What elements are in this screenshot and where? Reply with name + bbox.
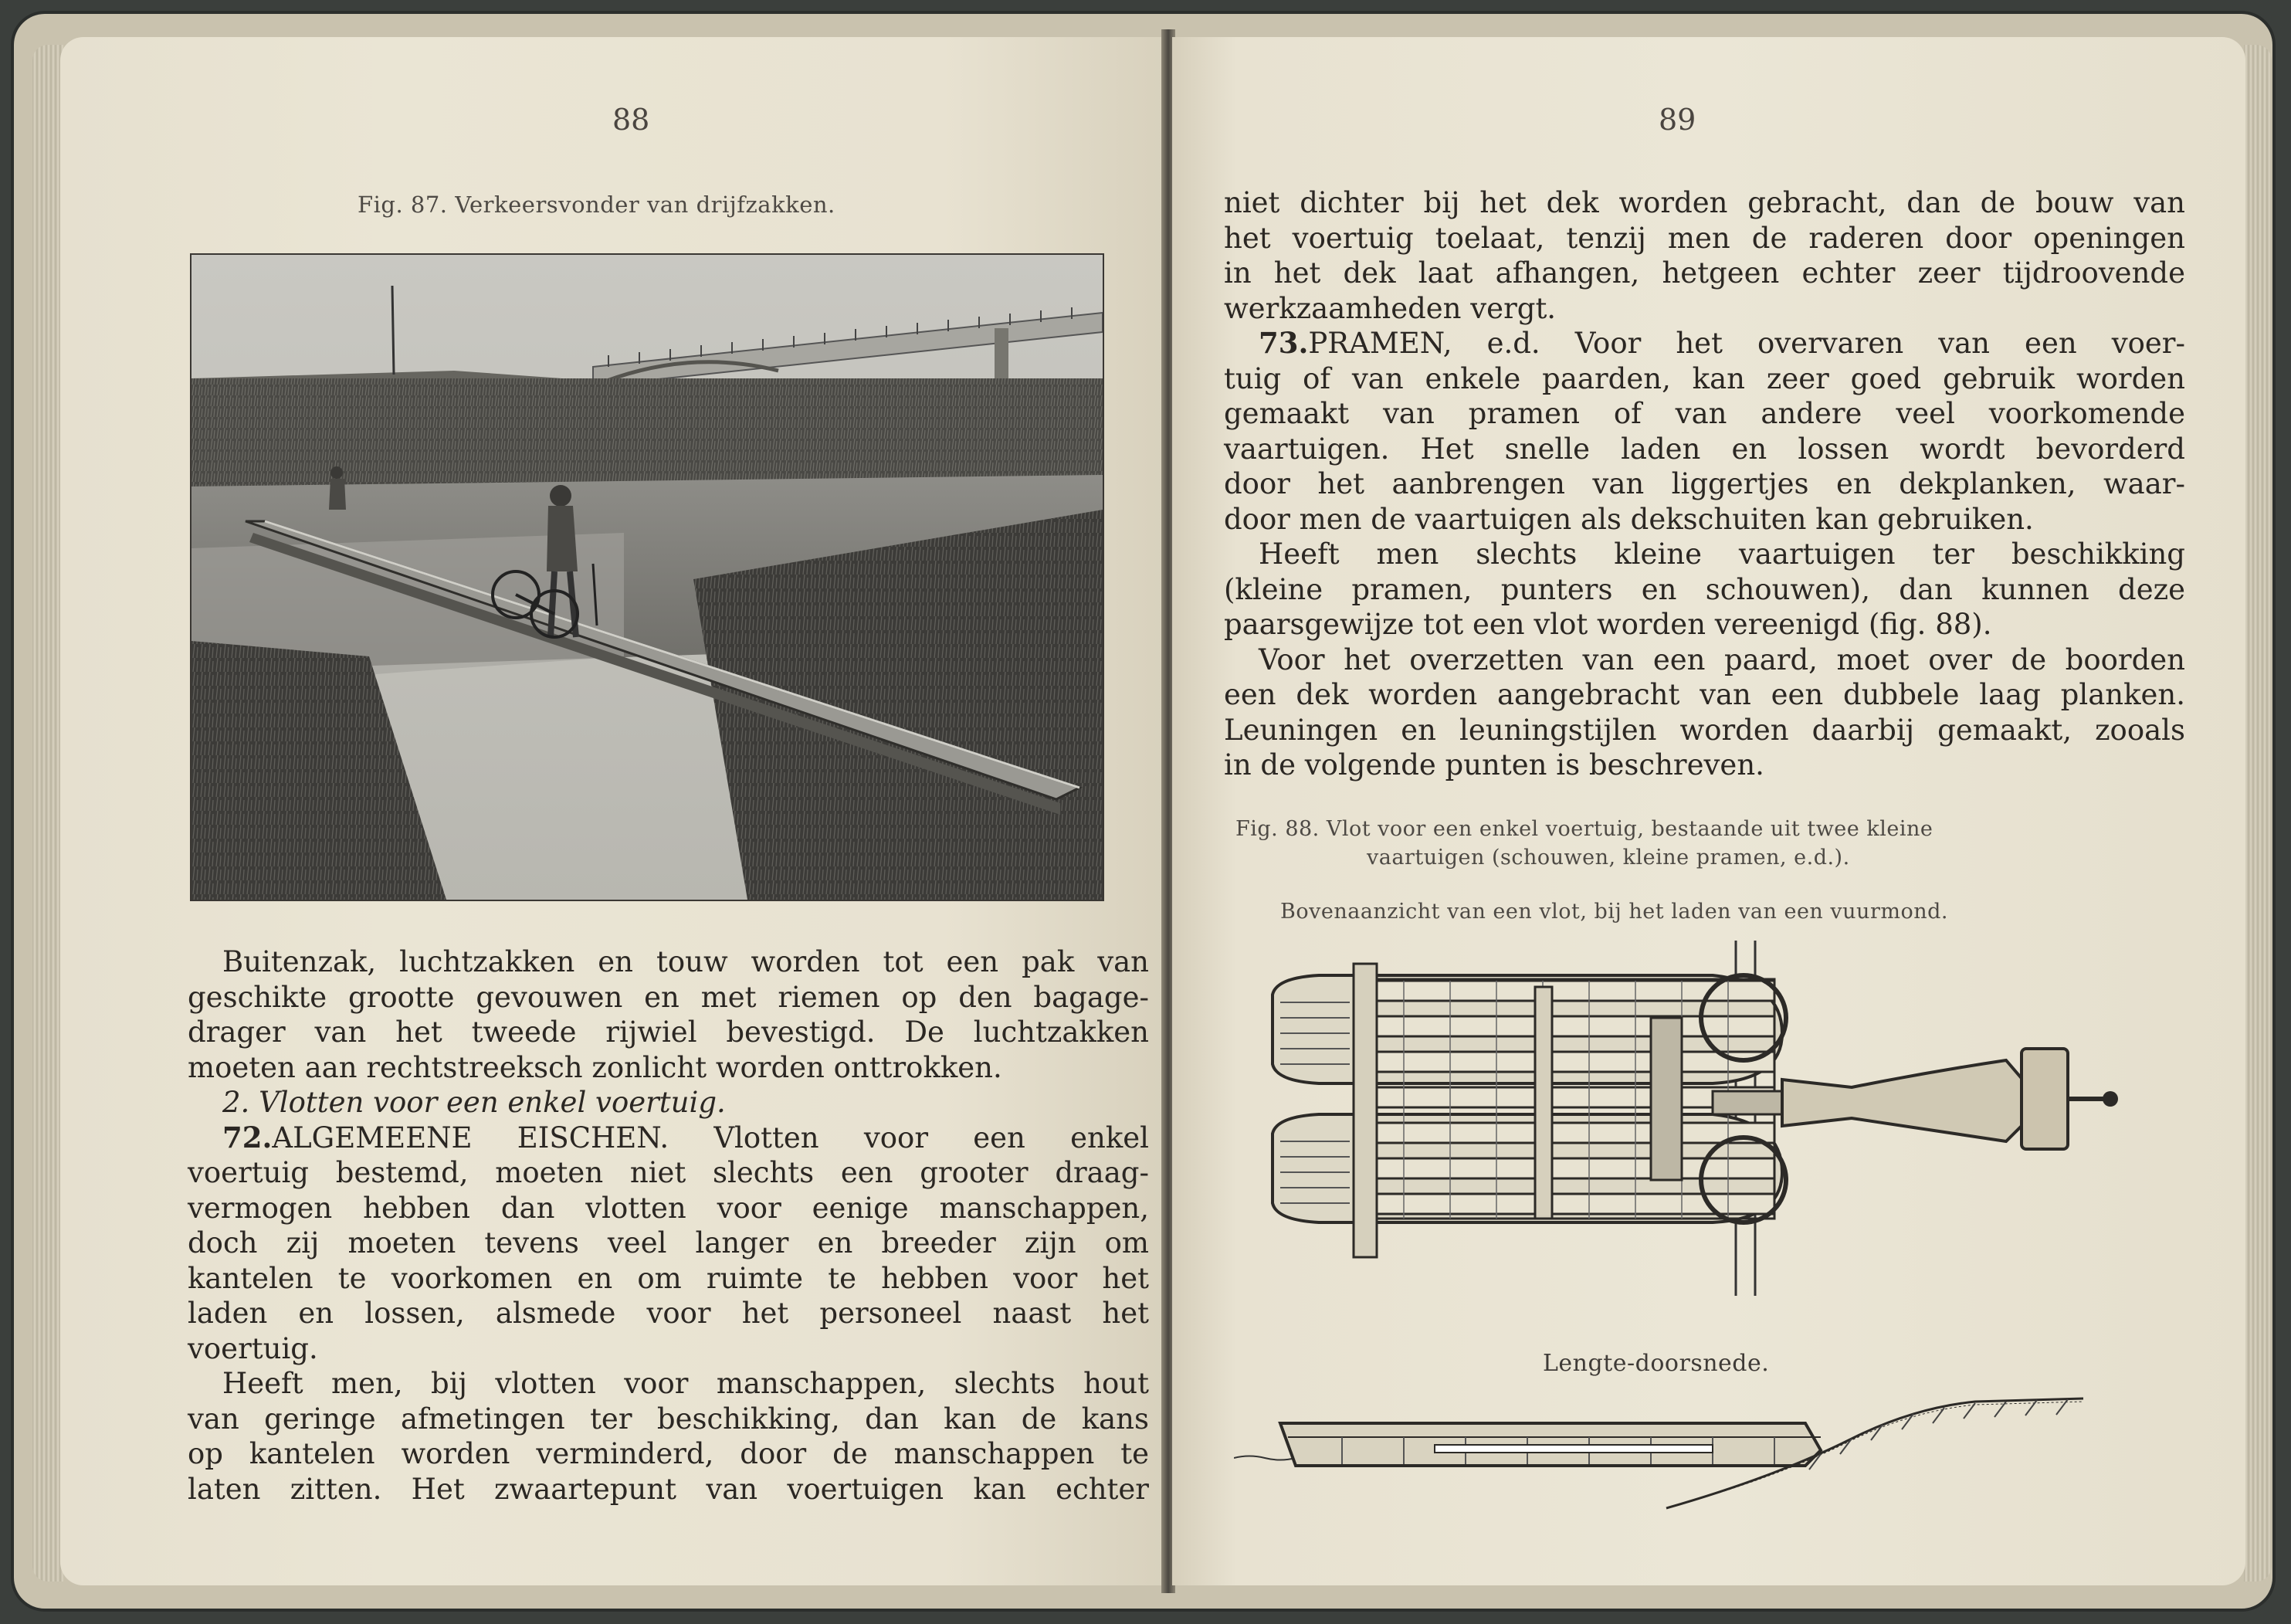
text-line: van geringe afmetingen ter beschikking, dan kan de kans	[188, 1402, 1149, 1436]
raft-top-view-diagram	[1249, 933, 2161, 1296]
text-line: het voertuig toelaat, tenzij men de raderen door openingen	[1224, 221, 2185, 255]
text-line: tuig of van enkele paarden, kan zeer goed gebruik worden	[1224, 361, 2185, 395]
section-73-heading-line	[1224, 326, 2185, 361]
left-page-body	[188, 944, 1149, 1507]
text-line: door het aanbrengen van liggertjes en dekplanken, waar-	[1224, 467, 2185, 500]
figure-88-caption-line-1: Fig. 88. Vlot voor een enkel voertuig, bestaande uit twee kleine	[1235, 817, 1933, 841]
text-line: geschikte grootte gevouwen en met riemen op den bagage-	[188, 980, 1149, 1014]
text-line: in het dek laat afhangen, hetgeen echter zeer tijdroovende	[1224, 256, 2185, 290]
left-page	[60, 37, 1164, 1585]
text-line: (kleine pramen, punters en schouwen), dan kunnen deze	[1224, 572, 2185, 606]
raft-section-diagram	[1234, 1392, 2099, 1539]
text-line: in de volgende punten is beschreven.	[1224, 748, 1764, 781]
figure-88-caption-line-2: vaartuigen (schouwen, kleine pramen, e.d.).	[1367, 846, 1850, 870]
section-view-label: Lengte-doorsnede.	[1543, 1350, 1770, 1377]
text-line: niet dichter bij het dek worden gebracht, dan de bouw van	[1224, 186, 2185, 219]
text-line: vaartuigen. Het snelle laden en lossen wordt bevorderd	[1224, 432, 2185, 466]
section-number-73: 73.	[1259, 326, 1309, 360]
text-line: Leuningen en leuningstijlen worden daarbij gemaakt, zooals	[1224, 713, 2185, 747]
open-book	[14, 14, 2272, 1609]
text-line: Heeft men, bij vlotten voor manschappen, slechts hout	[222, 1367, 1149, 1400]
photo-bridge-raft-illustration	[191, 255, 1103, 900]
text-line: laden en lossen, alsmede voor het personeel naast het	[188, 1297, 1149, 1330]
text-line: op kantelen worden verminderd, door de manschappen te	[188, 1437, 1149, 1470]
text-line: gemaakt van pramen of van andere veel voorkomende	[1224, 397, 2185, 430]
text-line: Heeft men slechts kleine vaartuigen ter beschikking	[1259, 537, 2185, 571]
figure-87-caption: Fig. 87. Verkeersvonder van drijfzakken.	[358, 192, 835, 218]
text-line: PRAMEN, e.d. Voor het overvaren van een voer-	[1308, 327, 2185, 360]
text-line: Buitenzak, luchtzakken en touw worden tot een pak van	[222, 945, 1149, 978]
text-line: kantelen te voorkomen en om ruimte te hebben voor het	[188, 1261, 1149, 1295]
text-line: moeten aan rechtstreeksch zonlicht worden onttrokken.	[188, 1050, 1002, 1084]
section-number-72: 72.	[222, 1120, 273, 1154]
page-edges-right	[2244, 45, 2272, 1582]
right-page-body	[1224, 185, 2185, 783]
page-number-left: 88	[612, 103, 650, 137]
top-view-label: Bovenaanzicht van een vlot, bij het laden van een vuurmond.	[1280, 900, 1948, 924]
subsection-heading: 2. Vlotten voor een enkel voertuig.	[222, 1086, 726, 1119]
right-page	[1172, 37, 2245, 1585]
text-line: een dek worden aangebracht van een dubbele laag planken.	[1224, 678, 2185, 711]
section-72-heading-line	[188, 1121, 1149, 1156]
text-line: doch zij moeten tevens veel langer en breeder zijn om	[188, 1226, 1149, 1260]
text-line: paarsgewijze tot een vlot worden vereenigd (fig. 88).	[1224, 608, 1992, 641]
text-line: ALGEMEENE EISCHEN. Vlotten voor een enkel	[272, 1121, 1149, 1154]
text-line: werkzaamheden vergt.	[1224, 291, 1557, 325]
page-number-right: 89	[1659, 103, 1696, 137]
text-line: drager van het tweede rijwiel bevestigd. De luchtzakken	[188, 1015, 1149, 1049]
text-line: door men de vaartuigen als dekschuiten kan gebruiken.	[1224, 502, 2034, 536]
figure-87-photo	[190, 253, 1104, 901]
text-line: laten zitten. Het zwaartepunt van voertuigen kan echter	[188, 1472, 1149, 1506]
text-line: vermogen hebben dan vlotten voor eenige manschappen,	[188, 1191, 1149, 1225]
text-line: Voor het overzetten van een paard, moet over de boorden	[1259, 642, 2185, 676]
text-line: voertuig.	[188, 1331, 318, 1365]
text-line: voertuig bestemd, moeten niet slechts een grooter draag-	[188, 1156, 1149, 1189]
page-edges-left	[32, 45, 63, 1582]
